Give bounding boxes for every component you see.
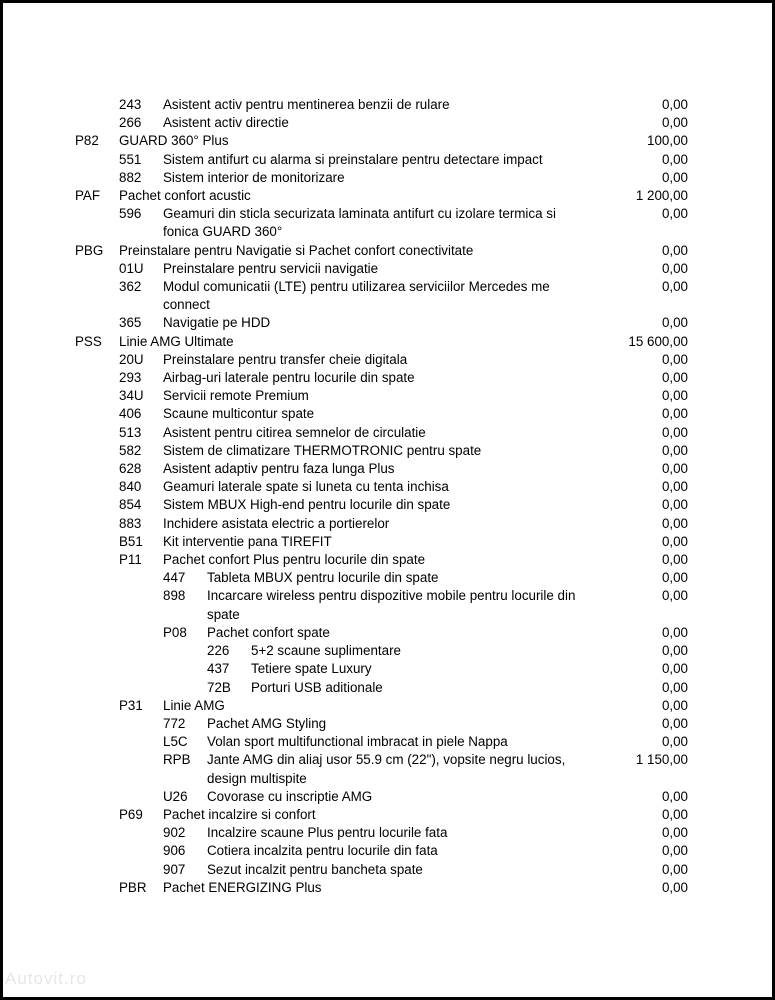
option-price: 0,00 — [661, 315, 688, 331]
list-item — [3, 587, 772, 623]
option-description: Sezut incalzit pentru bancheta spate — [207, 861, 423, 877]
option-code: L5C — [163, 734, 188, 750]
list-item — [3, 879, 772, 897]
option-description: Porturi USB aditionale — [251, 679, 383, 695]
option-description: Covorase cu inscriptie AMG — [207, 788, 373, 804]
option-description: Pachet incalzire si confort — [163, 806, 316, 822]
option-code: PAF — [75, 188, 101, 204]
option-price: 15 600,00 — [628, 333, 688, 349]
option-description: Asistent activ pentru mentinerea benzii de rulare — [163, 97, 450, 112]
option-price: 0,00 — [661, 442, 688, 458]
option-description: Pachet AMG Styling — [207, 715, 327, 731]
option-description: Jante AMG din aliaj usor 55.9 cm (22"), vopsite negru lucios, design multispite — [207, 752, 566, 786]
option-code: 772 — [163, 715, 186, 731]
option-code: RPB — [163, 752, 191, 768]
list-item — [3, 679, 772, 697]
option-price: 0,00 — [661, 825, 688, 841]
option-description: Preinstalare pentru transfer cheie digitala — [163, 351, 408, 367]
option-price: 0,00 — [661, 552, 688, 568]
option-code: 882 — [119, 169, 142, 185]
list-item — [3, 569, 772, 587]
option-price: 100,00 — [647, 133, 688, 149]
option-price: 0,00 — [661, 461, 688, 477]
list-item — [3, 842, 772, 860]
list-item — [3, 242, 772, 260]
option-price: 0,00 — [661, 624, 688, 640]
list-item — [3, 551, 772, 569]
option-description: Tetiere spate Luxury — [251, 661, 372, 677]
option-price: 0,00 — [661, 406, 688, 422]
option-description: Servicii remote Premium — [163, 388, 309, 404]
option-code: 266 — [119, 115, 142, 131]
option-description: Incalzire scaune Plus pentru locurile fata — [207, 825, 448, 841]
list-item — [3, 351, 772, 369]
option-description: 5+2 scaune suplimentare — [251, 643, 401, 659]
list-item — [3, 260, 772, 278]
option-price: 0,00 — [661, 515, 688, 531]
list-item — [3, 187, 772, 205]
option-code: B51 — [119, 533, 143, 549]
option-code: PSS — [75, 333, 102, 349]
option-code: 582 — [119, 442, 142, 458]
option-description: Volan sport multifunctional imbracat in piele Nappa — [207, 734, 508, 750]
option-price: 0,00 — [661, 479, 688, 495]
option-price: 0,00 — [661, 97, 688, 112]
option-code: 906 — [163, 843, 186, 859]
option-description: Airbag-uri laterale pentru locurile din spate — [163, 370, 415, 386]
option-code: 907 — [163, 861, 186, 877]
option-price: 0,00 — [661, 279, 688, 295]
option-code: 362 — [119, 279, 142, 295]
option-code: 898 — [163, 588, 186, 604]
option-description: Tableta MBUX pentru locurile din spate — [207, 570, 439, 586]
option-code: U26 — [163, 788, 188, 804]
option-price: 0,00 — [661, 351, 688, 367]
option-description: Asistent adaptiv pentru faza lunga Plus — [163, 461, 395, 477]
option-code: P11 — [119, 552, 142, 568]
list-item — [3, 733, 772, 751]
option-price: 0,00 — [661, 115, 688, 131]
option-price: 0,00 — [661, 715, 688, 731]
options-list — [3, 96, 772, 897]
option-description: Inchidere asistata electric a portierelor — [163, 515, 390, 531]
option-code: 902 — [163, 825, 186, 841]
option-description: Cotiera incalzita pentru locurile din fata — [207, 843, 438, 859]
list-item — [3, 642, 772, 660]
option-code: 293 — [119, 370, 142, 386]
option-description: Sistem antifurt cu alarma si preinstalare pentru detectare impact — [163, 151, 543, 167]
option-description: Preinstalare pentru Navigatie si Pachet confort conectivitate — [119, 242, 474, 258]
option-code: 226 — [207, 643, 230, 659]
list-item — [3, 660, 772, 678]
option-description: Sistem MBUX High-end pentru locurile din spate — [163, 497, 451, 513]
option-description: Preinstalare pentru servicii navigatie — [163, 260, 379, 276]
option-price: 0,00 — [661, 370, 688, 386]
option-price: 0,00 — [661, 734, 688, 750]
option-code: 34U — [119, 388, 144, 404]
list-item — [3, 205, 772, 241]
list-item — [3, 278, 772, 314]
option-price: 0,00 — [661, 151, 688, 167]
option-code: 551 — [119, 151, 142, 167]
option-code: P31 — [119, 697, 143, 713]
list-item — [3, 861, 772, 879]
option-description: Navigatie pe HDD — [163, 315, 271, 331]
option-price: 0,00 — [661, 843, 688, 859]
document-page — [3, 3, 772, 997]
option-code: 854 — [119, 497, 142, 513]
option-description: Geamuri laterale spate si luneta cu tenta inchisa — [163, 479, 449, 495]
option-code: 20U — [119, 351, 144, 367]
option-price: 0,00 — [661, 260, 688, 276]
option-code: 365 — [119, 315, 142, 331]
list-item — [3, 96, 772, 114]
list-item — [3, 788, 772, 806]
option-code: 01U — [119, 260, 144, 276]
option-description: Incarcare wireless pentru dispozitive mobile pentru locurile din spate — [207, 588, 576, 622]
option-price: 0,00 — [661, 861, 688, 877]
list-item — [3, 697, 772, 715]
list-item — [3, 533, 772, 551]
option-code: 447 — [163, 570, 186, 586]
option-price: 0,00 — [661, 388, 688, 404]
option-code: 437 — [207, 661, 230, 677]
option-price: 0,00 — [661, 424, 688, 440]
list-item — [3, 333, 772, 351]
option-code: P08 — [163, 624, 187, 640]
list-item — [3, 442, 772, 460]
watermark: Autovit.ro — [5, 969, 87, 988]
option-description: Linie AMG — [163, 697, 225, 713]
option-price: 0,00 — [661, 588, 688, 604]
list-item — [3, 314, 772, 332]
list-item — [3, 806, 772, 824]
option-price: 0,00 — [661, 570, 688, 586]
option-code: P82 — [75, 133, 99, 149]
option-price: 0,00 — [661, 533, 688, 549]
option-description: Scaune multicontur spate — [163, 406, 315, 422]
option-description: Pachet confort Plus pentru locurile din spate — [163, 552, 426, 568]
option-description: Sistem de climatizare THERMOTRONIC pentru spate — [163, 442, 482, 458]
option-description: GUARD 360° Plus — [119, 133, 229, 149]
list-item — [3, 424, 772, 442]
list-item — [3, 151, 772, 169]
option-description: Pachet confort spate — [207, 624, 330, 640]
option-price: 0,00 — [661, 206, 688, 222]
option-code: 406 — [119, 406, 142, 422]
option-code: 72B — [207, 679, 231, 695]
option-price: 0,00 — [661, 643, 688, 659]
list-item — [3, 751, 772, 787]
option-code: 840 — [119, 479, 142, 495]
option-description: Asistent activ directie — [163, 115, 289, 131]
option-description: Linie AMG Ultimate — [119, 333, 234, 349]
list-item — [3, 169, 772, 187]
option-description: Pachet confort acustic — [119, 188, 251, 204]
list-item — [3, 114, 772, 132]
option-code: 513 — [119, 424, 142, 440]
option-description: Modul comunicatii (LTE) pentru utilizarea serviciilor Mercedes me connect — [163, 279, 550, 313]
list-item — [3, 496, 772, 514]
option-price: 0,00 — [661, 697, 688, 713]
option-description: Asistent pentru citirea semnelor de circulatie — [163, 424, 426, 440]
option-price: 1 150,00 — [635, 752, 688, 768]
option-code: PBR — [119, 879, 147, 895]
option-price: 0,00 — [661, 679, 688, 695]
option-code: PBG — [75, 242, 104, 258]
option-code: 596 — [119, 206, 142, 222]
list-item — [3, 624, 772, 642]
list-item — [3, 460, 772, 478]
list-item — [3, 715, 772, 733]
option-description: Pachet ENERGIZING Plus — [163, 879, 322, 895]
list-item — [3, 369, 772, 387]
list-item — [3, 405, 772, 423]
option-price: 0,00 — [661, 169, 688, 185]
option-code: 628 — [119, 461, 142, 477]
option-price: 1 200,00 — [635, 188, 688, 204]
option-description: Geamuri din sticla securizata laminata antifurt cu izolare termica si fonica GUARD 360° — [163, 206, 556, 240]
option-code: P69 — [119, 806, 143, 822]
list-item — [3, 515, 772, 533]
option-price: 0,00 — [661, 879, 688, 895]
option-description: Sistem interior de monitorizare — [163, 169, 345, 185]
option-price: 0,00 — [661, 788, 688, 804]
option-code: 243 — [119, 97, 142, 112]
option-price: 0,00 — [661, 806, 688, 822]
option-code: 883 — [119, 515, 142, 531]
list-item — [3, 824, 772, 842]
list-item — [3, 387, 772, 405]
option-price: 0,00 — [661, 661, 688, 677]
option-description: Kit interventie pana TIREFIT — [163, 533, 332, 549]
option-price: 0,00 — [661, 497, 688, 513]
list-item — [3, 132, 772, 150]
option-price: 0,00 — [661, 242, 688, 258]
list-item — [3, 478, 772, 496]
